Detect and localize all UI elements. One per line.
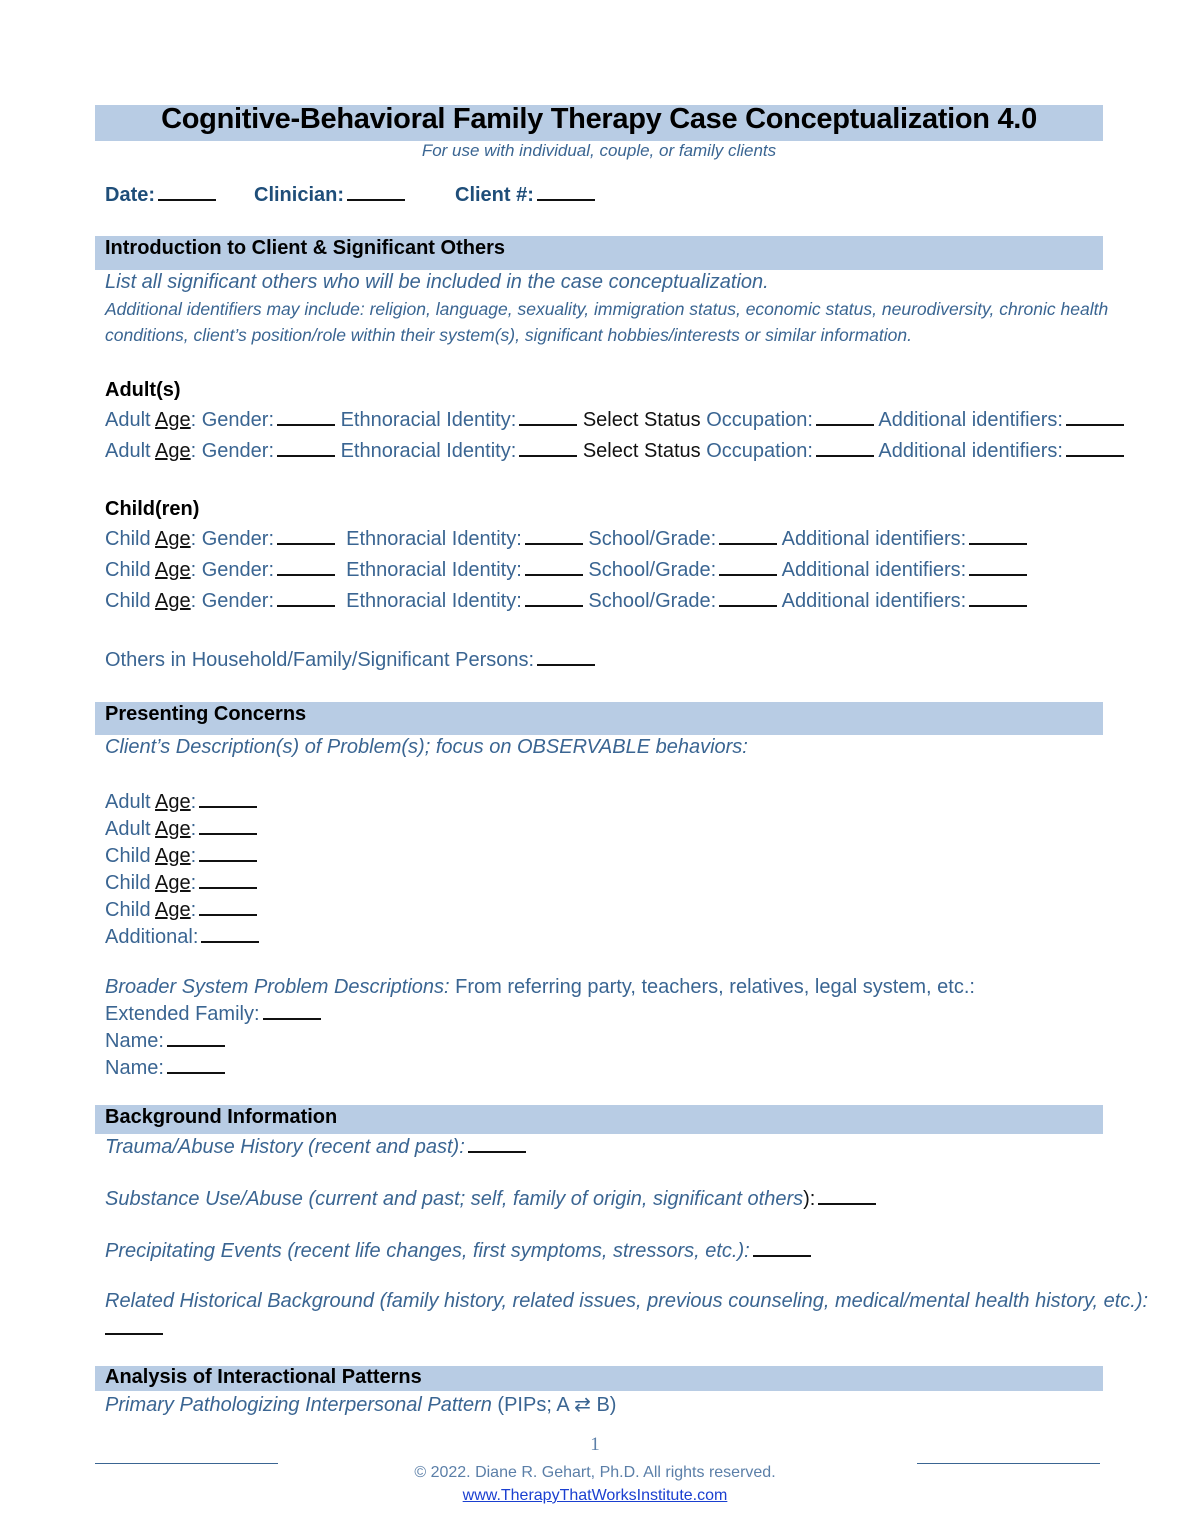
- occupation-blank[interactable]: [816, 440, 874, 457]
- website-link[interactable]: www.TherapyThatWorksInstitute.com: [462, 1487, 728, 1504]
- age-link[interactable]: Age: [155, 899, 191, 921]
- concern-row: Child Age:: [105, 899, 257, 922]
- copyright-text: © 2022. Diane R. Gehart, Ph.D. All rights reserved.: [414, 1464, 776, 1481]
- concern-blank[interactable]: [199, 791, 257, 808]
- presenting-section-heading: Presenting Concerns: [105, 703, 307, 725]
- gender-blank[interactable]: [277, 528, 335, 545]
- age-link[interactable]: Age: [155, 528, 191, 550]
- ethno-blank[interactable]: [519, 440, 577, 457]
- intro-note-line-1: Additional identifiers may include: religion, language, sexuality, immigration status, economic status, neurodiversity, chronic health: [105, 299, 1109, 319]
- child-row: Child Age: Gender: Ethnoracial Identity: School/Grade: Additional identifiers:: [105, 590, 1027, 613]
- concern-blank[interactable]: [199, 818, 257, 835]
- ethno-blank[interactable]: [525, 528, 583, 545]
- broader-system-line: Broader System Problem Descriptions: From referring party, teachers, relatives, legal system, etc.:: [105, 976, 975, 998]
- additional-blank[interactable]: [969, 528, 1027, 545]
- adults-heading: Adult(s): [105, 379, 181, 401]
- historical-field[interactable]: [102, 1318, 163, 1340]
- page-title: Cognitive-Behavioral Family Therapy Case Conceptualization 4.0: [161, 103, 1037, 135]
- gender-blank[interactable]: [277, 409, 335, 426]
- client-number-label: Client #:: [455, 184, 534, 206]
- age-link[interactable]: Age: [155, 845, 191, 867]
- name-blank[interactable]: [167, 1057, 225, 1074]
- ethno-blank[interactable]: [525, 559, 583, 576]
- adult-row: Adult Age: Gender: Ethnoracial Identity: Select Status Occupation: Additional identifiers:: [105, 409, 1124, 432]
- concern-row-additional: Additional:: [105, 926, 259, 949]
- background-section-heading: Background Information: [105, 1106, 338, 1128]
- age-link[interactable]: Age: [155, 559, 191, 581]
- historical-blank[interactable]: [105, 1318, 163, 1335]
- additional-blank[interactable]: [1066, 440, 1124, 457]
- school-blank[interactable]: [719, 559, 777, 576]
- age-link[interactable]: Age: [155, 409, 191, 431]
- adult-row: Adult Age: Gender: Ethnoracial Identity: Select Status Occupation: Additional identifiers:: [105, 440, 1124, 463]
- gender-blank[interactable]: [277, 590, 335, 607]
- additional-blank[interactable]: [969, 590, 1027, 607]
- intro-section-heading: Introduction to Client & Significant Others: [105, 237, 505, 259]
- school-blank[interactable]: [719, 528, 777, 545]
- age-link[interactable]: Age: [155, 590, 191, 612]
- additional-blank[interactable]: [1066, 409, 1124, 426]
- occupation-blank[interactable]: [816, 409, 874, 426]
- date-blank[interactable]: [158, 184, 216, 201]
- concern-row: Child Age:: [105, 872, 257, 895]
- precipitating-blank[interactable]: [753, 1240, 811, 1257]
- status-select[interactable]: Select Status: [582, 440, 701, 462]
- intro-instruction: List all significant others who will be included in the case conceptualization.: [105, 271, 769, 293]
- date-label: Date:: [105, 184, 156, 206]
- substance-field[interactable]: Substance Use/Abuse (current and past; self, family of origin, significant others):: [105, 1188, 876, 1211]
- others-blank[interactable]: [537, 649, 595, 666]
- trauma-field[interactable]: Trauma/Abuse History (recent and past):: [105, 1136, 526, 1159]
- clinician-field[interactable]: [254, 184, 405, 207]
- intro-note-line-2: conditions, client’s position/role within their system(s), significant hobbies/interests or similar information.: [105, 325, 912, 345]
- extended-family-blank[interactable]: [263, 1003, 321, 1020]
- historical-label: Related Historical Background (family history, related issues, previous counseling, medical/mental health history, etc.):: [105, 1290, 1149, 1312]
- name-field[interactable]: Name:: [105, 1057, 225, 1080]
- age-link[interactable]: Age: [155, 440, 191, 462]
- pip-line: Primary Pathologizing Interpersonal Pattern (PIPs; A ⇄ B): [105, 1394, 617, 1416]
- gender-blank[interactable]: [277, 440, 335, 457]
- name-blank[interactable]: [167, 1030, 225, 1047]
- school-blank[interactable]: [719, 590, 777, 607]
- concern-row: Adult Age:: [105, 791, 257, 814]
- others-field[interactable]: [105, 649, 595, 672]
- page-subtitle: For use with individual, couple, or family clients: [421, 141, 777, 160]
- clinician-blank[interactable]: [347, 184, 405, 201]
- concern-blank[interactable]: [199, 845, 257, 862]
- concern-blank[interactable]: [199, 899, 257, 916]
- additional-blank[interactable]: [969, 559, 1027, 576]
- page-number: 1: [590, 1434, 600, 1455]
- concern-blank[interactable]: [201, 926, 259, 943]
- clinician-label: Clinician:: [254, 184, 345, 206]
- gender-blank[interactable]: [277, 559, 335, 576]
- concern-row: Adult Age:: [105, 818, 257, 841]
- others-label: Others in Household/Family/Significant Persons:: [105, 649, 535, 671]
- trauma-blank[interactable]: [468, 1136, 526, 1153]
- status-select[interactable]: Select Status: [582, 409, 701, 431]
- client-number-blank[interactable]: [537, 184, 595, 201]
- age-link[interactable]: Age: [155, 818, 191, 840]
- name-field[interactable]: Name:: [105, 1030, 225, 1053]
- child-row: Child Age: Gender: Ethnoracial Identity: School/Grade: Additional identifiers:: [105, 559, 1027, 582]
- concern-row: Child Age:: [105, 845, 257, 868]
- child-row: Child Age: Gender: Ethnoracial Identity: School/Grade: Additional identifiers:: [105, 528, 1027, 551]
- children-heading: Child(ren): [105, 498, 200, 520]
- client-number-field[interactable]: [455, 184, 595, 207]
- ethno-blank[interactable]: [525, 590, 583, 607]
- date-field[interactable]: [105, 184, 216, 207]
- analysis-section-heading: Analysis of Interactional Patterns: [105, 1366, 422, 1388]
- age-link[interactable]: Age: [155, 791, 191, 813]
- age-link[interactable]: Age: [155, 872, 191, 894]
- precipitating-field[interactable]: Precipitating Events (recent life changes, first symptoms, stressors, etc.):: [105, 1240, 811, 1263]
- ethno-blank[interactable]: [519, 409, 577, 426]
- extended-family-field[interactable]: Extended Family:: [105, 1003, 321, 1026]
- presenting-instruction: Client’s Description(s) of Problem(s); focus on OBSERVABLE behaviors:: [105, 736, 748, 758]
- substance-blank[interactable]: [818, 1188, 876, 1205]
- concern-blank[interactable]: [199, 872, 257, 889]
- footer-link-wrap: [0, 1487, 1190, 1505]
